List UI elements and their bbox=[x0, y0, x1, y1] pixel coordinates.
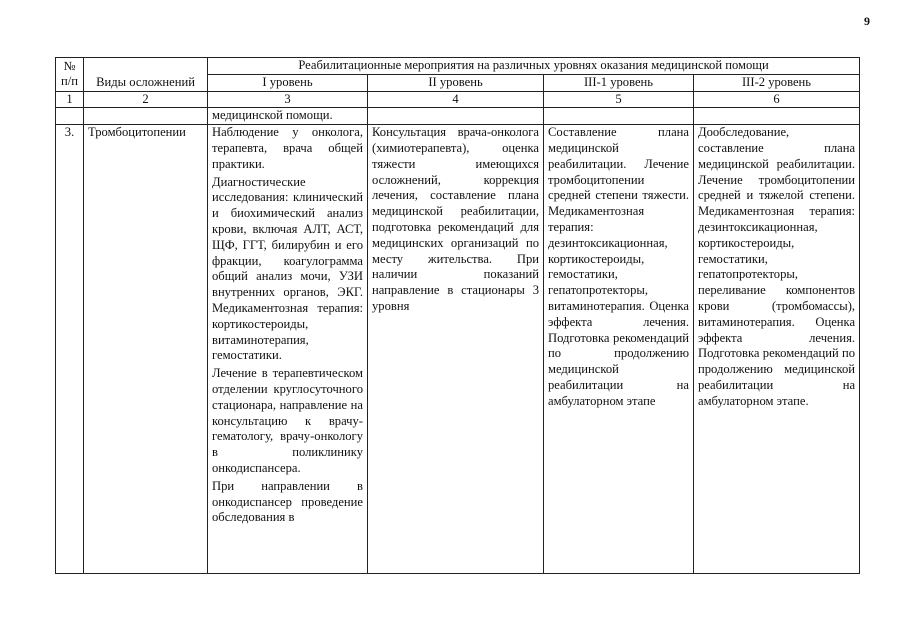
level-1-paragraph: Наблюдение у онколога, терапевта, врача общей практики. bbox=[212, 125, 363, 171]
header-level-1: I уровень bbox=[208, 74, 368, 91]
continuation-empty-1 bbox=[56, 108, 84, 125]
table-row bbox=[56, 125, 860, 574]
row-level-3-1: Составление плана медицинской реабилитации. Лечение тромбоцитопении средней степени тяжести. Медикаментозная терапия: дезинтоксикационная, кортикостероиды, гемостатики, гепатопротекторы, витаминотерапия. Оценка эффекта лечения. Подготовка рекомендаций по продолжению медицинской реабилитации на амбулаторном этапе bbox=[544, 125, 694, 574]
header-num-line2: п/п bbox=[61, 74, 78, 89]
col-number-4: 4 bbox=[368, 91, 544, 108]
level-1-paragraph: Диагностические исследования: клинический и биохимический анализ крови, включая АЛТ, АСТ, ЩФ, ГГТ, билирубин и его фракции, коагулограмма общий анализ мочи, УЗИ внутренних органов, ЭКГ. Медикаментозная терапия: кортикостероиды, витаминотерапия, гемостатики. bbox=[212, 174, 363, 363]
header-group-label: Реабилитационные мероприятия на различных уровнях оказания медицинской помощи bbox=[208, 58, 860, 75]
col-number-1: 1 bbox=[56, 91, 84, 108]
header-level-2: II уровень bbox=[368, 74, 544, 91]
header-num-line1: № bbox=[63, 58, 76, 73]
continuation-empty-6 bbox=[694, 108, 860, 125]
level-1-paragraph: При направлении в онкодиспансер проведение обследования в bbox=[212, 478, 363, 525]
header-level-3-1: III-1 уровень bbox=[544, 74, 694, 91]
continuation-text: медицинской помощи. bbox=[208, 108, 368, 125]
rehabilitation-table bbox=[55, 57, 860, 574]
header-level-3-2: III-2 уровень bbox=[694, 74, 860, 91]
row-complication: Тромбоцитопении bbox=[84, 125, 208, 574]
row-level-2: Консультация врача-онколога (химиотерапевта), оценка тяжести имеющихся осложнений, коррекция лечения, составление плана медицинской реабилитации, подготовка рекомендаций для медицинских организаций по месту жительства. При наличии показаний направление в стационары 3 уровня bbox=[368, 125, 544, 574]
continuation-empty-4 bbox=[368, 108, 544, 125]
row-level-1 bbox=[208, 125, 368, 574]
row-number: 3. bbox=[56, 125, 84, 574]
level-1-paragraph: Лечение в терапевтическом отделении круглосуточного стационара, направление на консультацию к врачу-гематологу, врачу-онкологу в поликлинику онкодиспансера. bbox=[212, 366, 363, 475]
continuation-empty-5 bbox=[544, 108, 694, 125]
col-number-5: 5 bbox=[544, 91, 694, 108]
row-level-3-2: Дообследование, составление плана медицинской реабилитации. Лечение тромбоцитопении средней и тяжелой степени. Медикаментозная терапия: дезинтоксикационная, кортикостероиды, гемостатики, гепатопротекторы, переливание компонентов крови (тромбомассы), витаминотерапия. Оценка эффекта лечения. Подготовка рекомендаций по продолжению медицинской реабилитации на амбулаторном этапе. bbox=[694, 125, 860, 574]
page-number: 9 bbox=[864, 14, 870, 28]
col-number-2: 2 bbox=[84, 91, 208, 108]
header-num-cell bbox=[56, 58, 84, 92]
continuation-empty-2 bbox=[84, 108, 208, 125]
col-number-3: 3 bbox=[208, 91, 368, 108]
header-complication-types: Виды осложнений bbox=[84, 58, 208, 92]
col-number-6: 6 bbox=[694, 91, 860, 108]
